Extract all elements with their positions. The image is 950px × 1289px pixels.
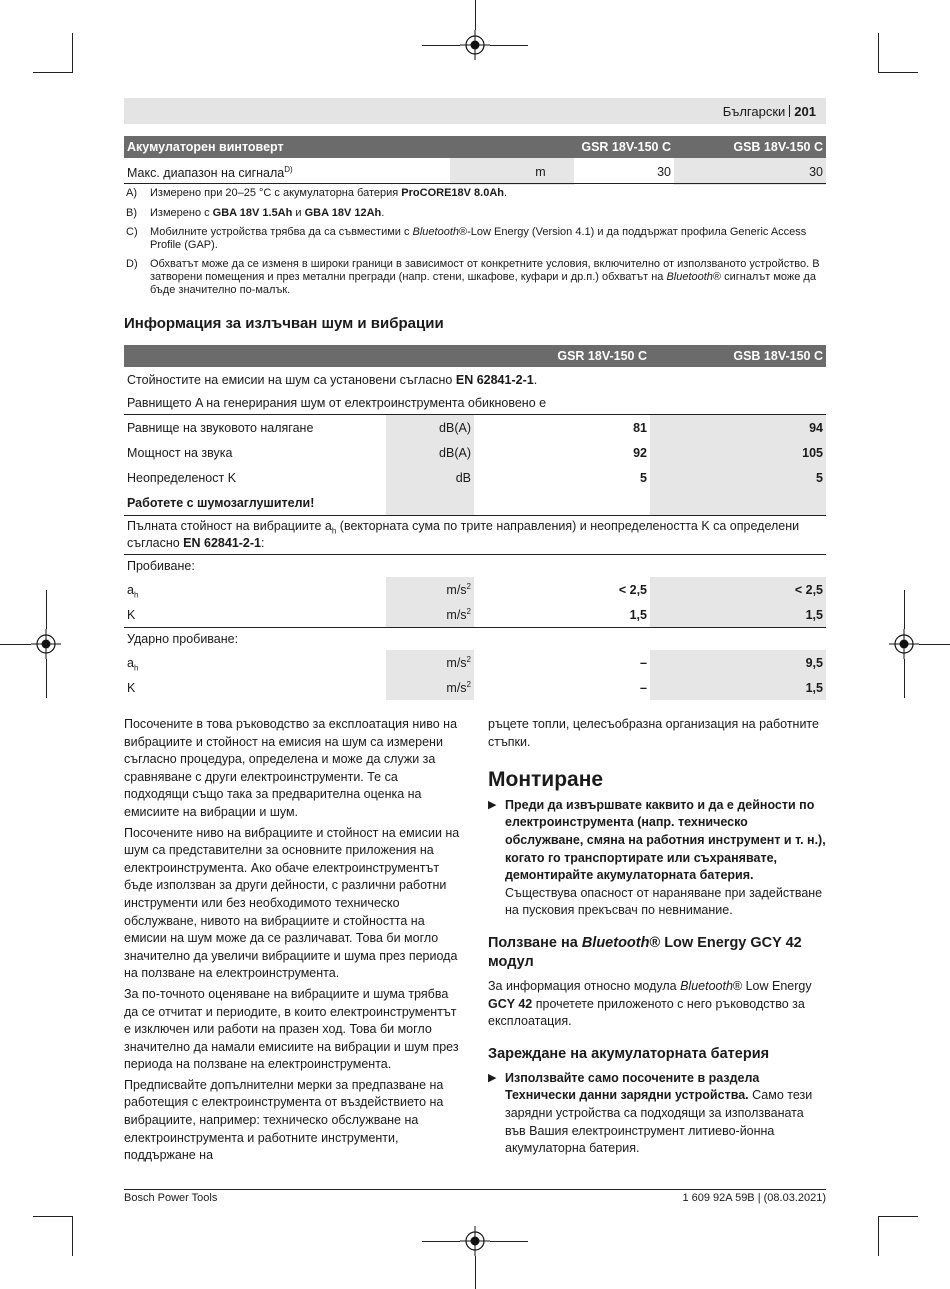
- noise-row-value-2: 105: [650, 440, 826, 465]
- noise-row-label: Неопределеност K: [127, 470, 237, 485]
- spec-row-label: Макс. диапазон на сигнала$^{D)}$: [127, 164, 293, 180]
- registration-mark-icon: [460, 1226, 490, 1256]
- crop-mark: [904, 590, 905, 629]
- paragraph: Посочените ниво на вибрациите и стойност на емисии на шум са представителни за основните приложения на електроинструмента. Ако обаче електроинструментът бъде използван за други дейности, с различни работни инструменти или без необходимото техническо обслужване, нивото на вибрациите и стойността на емисии на шум може да се различават. Това би могло значително да увеличи вибрациите и шума през периода на ползване на електроинструмента.: [124, 825, 460, 981]
- vibration-row: $a_h$ $m/s^2$ – 9,5: [124, 650, 826, 675]
- right-column: [488, 716, 826, 1168]
- crop-mark: [33, 72, 73, 73]
- footer-right: 1 609 92A 59B | (08.03.2021): [682, 1192, 826, 1204]
- noise-row-value-2: 94: [650, 415, 826, 441]
- vibration-value-2: 9,5: [650, 650, 826, 675]
- noise-row: [124, 465, 826, 490]
- spec-table: [124, 136, 826, 185]
- crop-mark: [904, 659, 905, 698]
- vibration-value-1: 1,5: [474, 602, 650, 628]
- vibration-row: K $m/s^2$ – 1,5: [124, 675, 826, 700]
- spec-row-value-2: 30: [674, 158, 826, 185]
- paragraph: ръцете топли, целесъобразна организация на работните стъпки.: [488, 717, 819, 749]
- crop-mark: [490, 45, 528, 46]
- noise-row-value-1: 81: [633, 420, 647, 435]
- crop-mark: [46, 590, 47, 629]
- crop-mark: [72, 33, 73, 73]
- noise-level-line: Равнището A на генерирания шум от електроинструмента обикновено е: [127, 396, 547, 410]
- footer-rule: [124, 1189, 826, 1190]
- page-number: 201: [794, 104, 816, 119]
- vibration-row: K $m/s^2$ 1,5 1,5: [124, 602, 826, 628]
- page-header: [723, 104, 816, 119]
- vibration-value-1: –: [640, 680, 647, 695]
- crop-mark: [878, 1216, 879, 1256]
- noise-row: [124, 415, 826, 441]
- noise-model-1: GSR 18V-150 C: [474, 345, 650, 367]
- ear-protection-warning: Работете с шумозаглушители!: [124, 490, 386, 516]
- header-language: Български: [722, 104, 786, 119]
- vibration-intro: Пълната стойност на вибрациите $a_h$ (векторната сума по трите направления) и неопределеността K са определени съгласно EN 62841-2-1:: [124, 516, 826, 555]
- assembly-heading: Монтиране: [488, 768, 604, 792]
- vibration-value-2: 1,5: [650, 602, 826, 628]
- bullet-triangle-icon: ▶: [488, 1071, 497, 1084]
- bullet-triangle-icon: ▶: [488, 798, 497, 811]
- noise-row-value-2: 5: [650, 465, 826, 490]
- assembly-warning: ▶ Преди да извършвате каквито и да е дейности по електроинструмента (напр. техническо обслужване, смяна на работния инструмент и т. н.), когато го транспортирате или съхранявате, демонтирайте акумулаторната батерия. Съществува опасност от нараняване при задействане на пусковия прекъсвач по невнимание.: [488, 797, 826, 918]
- vibration-value-2: 1,5: [650, 675, 826, 700]
- spec-table-title: Акумулаторен винтоверт: [124, 136, 574, 158]
- spec-model-2: GSB 18V-150 C: [674, 136, 826, 158]
- vibration-value-1: –: [640, 655, 647, 670]
- paragraph: За по-точното оценяване на вибрациите и шума трябва да се отчитат и периодите, в които електроинструментът е изключен или работи на празен ход. Това би могло значително да намали емисиите на вибрации и шум през периода на ползване на електроинструмента.: [124, 986, 459, 1072]
- registration-mark-icon: [460, 30, 490, 60]
- spec-row-unit-cell: [450, 158, 574, 185]
- noise-intro: Стойностите на емисии на шум са установени съгласно EN 62841-2-1.: [127, 372, 538, 387]
- registration-mark-icon: [31, 629, 61, 659]
- bluetooth-heading: Ползване на Bluetooth® Low Energy GCY 42 модул: [488, 934, 802, 970]
- footnote-b: B) Измерено с GBA 18V 1.5Ah и GBA 18V 12Ah.: [126, 207, 385, 219]
- charging-warning: ▶ Използвайте само посочените в раздела Технически данни зарядни устройства. Само тези зарядни устройства са подходящи за използваната във Вашия електроинструмент литиево-йонна акумулаторна батерия.: [488, 1070, 813, 1156]
- crop-mark: [475, 0, 476, 30]
- crop-mark: [878, 72, 918, 73]
- paragraph: Предписвайте допълнителни мерки за предпазване на работещия с електроинструмента от въздействието на вибрациите, например: техническо обслужване на електроинструмента и работните инструменти, поддържане на: [124, 1077, 444, 1163]
- crop-mark: [0, 644, 31, 645]
- header-separator: [789, 105, 790, 117]
- registration-mark-icon: [889, 629, 919, 659]
- footnote-c: C) Мобилните устройства трябва да са съвместими с Bluetooth®-Low Energy (Version 4.1) и да поддържат профила Generic Access Profile (GAP).: [126, 226, 807, 251]
- impact-drilling-label: Ударно пробиване:: [127, 632, 239, 646]
- footnote-a: A) Измерено при 20–25 °C с акумулаторна батерия ProCORE18V 8.0Ah.: [126, 187, 508, 199]
- noise-table-header-blank: [124, 345, 474, 367]
- left-column: [124, 716, 462, 1168]
- crop-mark: [490, 1241, 528, 1242]
- vibration-value-2: < 2,5: [650, 577, 826, 602]
- vibration-row: $a_h$ $m/s^2$ < 2,5 < 2,5: [124, 577, 826, 602]
- crop-mark: [72, 1216, 73, 1256]
- paragraph: Посочените в това ръководство за експлоатация ниво на вибрациите и стойност на емисия на шум са измерени съгласно процедура, определена и може да служи за сравняване с други електроинструменти. Те са подходящи също така за предварителна оценка на емисиите на вибрации и шум.: [124, 717, 458, 819]
- spec-model-1: GSR 18V-150 C: [574, 136, 674, 158]
- noise-section-title: Информация за излъчван шум и вибрации: [124, 315, 444, 332]
- table-rule: [124, 183, 826, 184]
- crop-mark: [422, 1241, 460, 1242]
- noise-row-value-1: 5: [640, 470, 647, 485]
- crop-mark: [46, 659, 47, 698]
- drilling-label: Пробиване:: [127, 559, 195, 573]
- spec-row-unit: m: [535, 164, 546, 179]
- noise-row-unit: dB: [386, 465, 474, 490]
- bluetooth-paragraph: За информация относно модула Bluetooth® Low Energy GCY 42 прочетете приложеното с него ръководство за експлоатация.: [488, 978, 812, 1029]
- noise-row-unit: dB(A): [386, 440, 474, 465]
- crop-mark: [878, 1216, 918, 1217]
- footnote-d: D) Обхватът може да се изменя в широки граници в зависимост от конкретните условия, включително от използваното устройство. В затворени помещения и през метални прегради (напр. стени, шкафове, куфари и др.п.) обхватът на Bluetooth® сигналът може да бъде значително по-малък.: [126, 258, 820, 296]
- spec-row-value-1: 30: [657, 164, 671, 179]
- noise-row-unit: dB(A): [386, 415, 474, 441]
- noise-row-value-1: 92: [633, 445, 647, 460]
- page-header-bar: [124, 98, 826, 124]
- ear-protection-row: [124, 490, 826, 516]
- noise-row-label: Равнище на звуковото налягане: [127, 420, 314, 435]
- noise-row-label: Мощност на звука: [127, 445, 233, 460]
- crop-mark: [919, 644, 950, 645]
- noise-vibration-table: [124, 345, 826, 700]
- crop-mark: [878, 33, 879, 73]
- footer-left: Bosch Power Tools: [124, 1192, 218, 1204]
- noise-model-2: GSB 18V-150 C: [650, 345, 826, 367]
- noise-row: [124, 440, 826, 465]
- crop-mark: [33, 1216, 73, 1217]
- crop-mark: [475, 1256, 476, 1289]
- crop-mark: [422, 45, 460, 46]
- vibration-value-1: < 2,5: [618, 582, 647, 597]
- charging-heading: Зареждане на акумулаторната батерия: [488, 1045, 770, 1062]
